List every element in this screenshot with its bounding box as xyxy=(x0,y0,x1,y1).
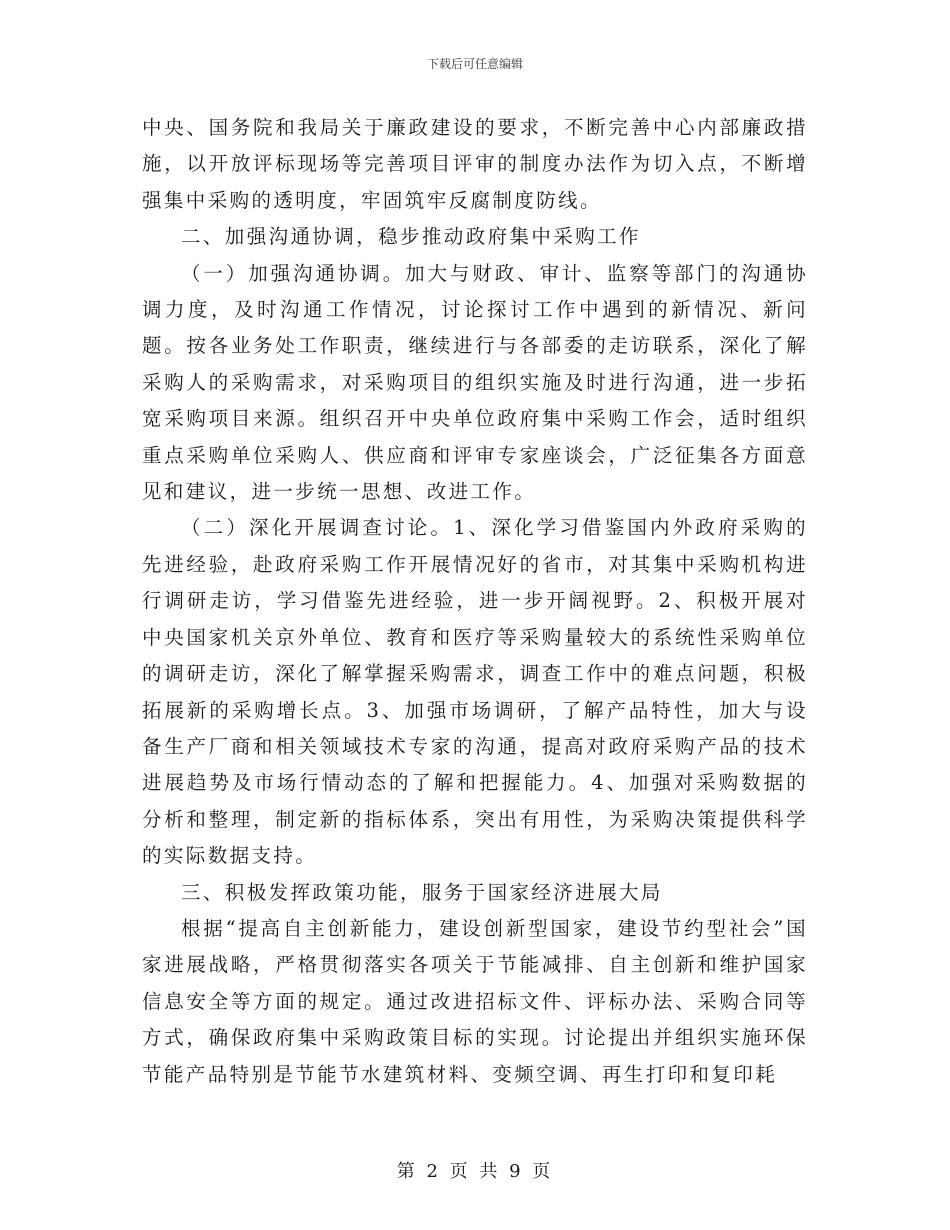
page-number: 第 2 页 共 9 页 xyxy=(396,1161,554,1182)
section-heading-3: 三、积极发挥政策功能，服务于国家经济进展大局 xyxy=(181,880,663,904)
page-header-note: 下载后可任意编辑 xyxy=(426,57,523,71)
paragraph-policy: 根据“提高自主创新能力，建设创新型国家，建设节约型社会”国家进展战略，严格贯彻落实各项关于节能减排、自主创新和维护国家信息安全等方面的规定。通过改进招标文件、评标办法、采购合同等方式，确保政府集中采购政策目标的实现。讨论提出并组织实施环保节能产品特别是节能节水建筑材料、变频空调、再生打印和复印耗 xyxy=(142,916,808,1086)
paragraph-communication: （一）加强沟通协调。加大与财政、审计、监察等部门的沟通协调力度，及时沟通工作情况，讨论探讨工作中遇到的新情况、新问题。按各业务处工作职责，继续进行与各部委的走访联系，深化了解采购人的采购需求，对采购项目的组织实施及时进行沟通，进一步拓宽采购项目来源。组织召开中央单位政府集中采购工作会，适时组织重点采购单位采购人、供应商和评审专家座谈会，广泛征集各方面意见和建议，进一步统一思想、改进工作。 xyxy=(142,261,808,504)
document-body xyxy=(142,110,808,1093)
section-heading-2: 二、加强沟通协调，稳步推动政府集中采购工作 xyxy=(181,225,641,249)
paragraph-research: （二）深化开展调查讨论。1、深化学习借鉴国内外政府采购的先进经验，赴政府采购工作开展情况好的省市，对其集中采购机构进行调研走访，学习借鉴先进经验，进一步开阔视野。2、积极开展对中央国家机关京外单位、教育和医疗等采购量较大的系统性采购单位的调研走访，深化了解掌握采购需求，调查工作中的难点问题，积极拓展新的采购增长点。3、加强市场调研，了解产品特性，加大与设备生产厂商和相关领域技术专家的沟通，提高对政府采购产品的技术进展趋势及市场行情动态的了解和把握能力。4、加强对采购数据的分析和整理，制定新的指标体系，突出有用性，为采购决策提供科学的实际数据支持。 xyxy=(142,516,808,868)
paragraph-continuation: 中央、国务院和我局关于廉政建设的要求，不断完善中心内部廉政措施，以开放评标现场等完善项目评审的制度办法作为切入点，不断增强集中采购的透明度，牢固筑牢反腐制度防线。 xyxy=(142,116,808,212)
